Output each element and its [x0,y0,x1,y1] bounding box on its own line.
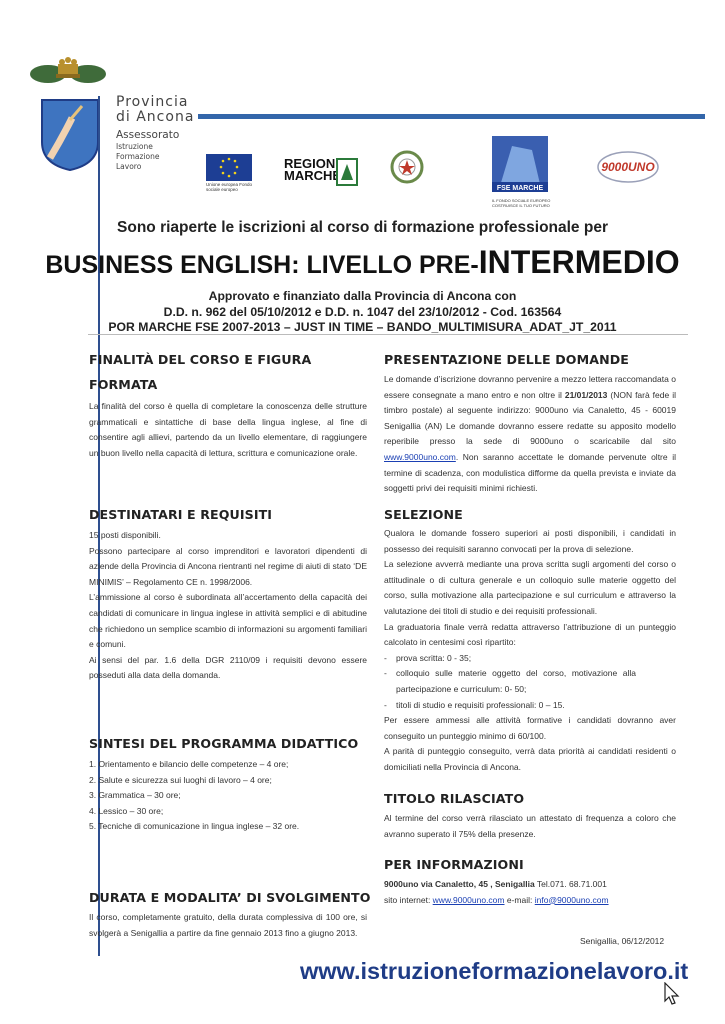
eu-flag-logo-icon [206,154,252,181]
info-site-label: sito internet: [384,894,433,905]
office-name: Assessorato [116,129,180,141]
sintesi-list [89,757,367,835]
info-heading: PER INFORMAZIONI [384,857,524,872]
province-name-line1: Provincia [116,94,189,110]
selezione-heading: SELEZIONE [384,507,463,522]
destinatari-heading: DESTINATARI E REQUISITI [89,507,273,522]
selezione-p1: Qualora le domande fossero superiori ai posti disponibili, i candidati in possesso dei requisiti saranno convocati per la prova di selezione. [384,528,676,554]
wreath-crown-icon [28,52,108,92]
course-title-level: INTERMEDIO [478,244,680,280]
province-coat-of-arms-icon [40,98,100,172]
regione-logo-line1: REGIONE [284,156,344,171]
finalita-heading-1: FINALITÀ DEL CORSO E FIGURA [89,352,312,367]
list-item: - colloquio sulle materie oggetto del corso, motivazione alla partecipazione e curriculum: 0- 50; [384,666,676,697]
finalita-text: La finalità del corso è quella di completare la conoscenza delle strutture grammaticali e sintattiche di base della lingua inglese, al fine di consentire agli allievi, partendo da un livello elementare, di raggiungere un buon livello nella capacità di lettura, scrittura e comunicazione orale. [89,401,367,458]
regione-marche-logo [284,158,344,182]
9000uno-logo-icon [596,150,660,184]
sintesi-heading: SINTESI DEL PROGRAMMA DIDATTICO [89,736,359,751]
selezione-text [384,526,676,776]
selezione-p2: La selezione avverrà mediante una prova scritta sugli argomenti del corso o attitudinale o di cultura generale e un colloquio sulle materie oggetto del corso, sulla motivazione alla partecipazione e sul curriculum e attraverso la valutazione dei titoli di studio e dei requisiti professionali. [384,559,676,616]
course-title-main: BUSINESS ENGLISH: LIVELLO PRE- [45,251,479,279]
durata-heading: DURATA E MODALITA’ DI SVOLGIMENTO [89,890,371,905]
info-email-label: e-mail: [504,894,535,905]
mouse-pointer-icon [664,982,680,1006]
info-email-link[interactable]: info@9000uno.com [534,894,609,905]
province-header [116,94,194,171]
destinatari-text [89,528,367,684]
titolo-heading: TITOLO RILASCIATO [384,791,525,806]
presentazione-part-a: Le domande d’iscrizione dovranno pervenire a mezzo lettera raccomandata o essere consegnate a mano entro e non oltre il [384,374,676,400]
eu-logo-caption: Unione europea Fondo sociale europeo [206,182,253,192]
office-line-1: Istruzione [116,142,153,151]
selezione-p3: La graduatoria finale verrà redatta attraverso l’attribuzione di un punteggio calcolato in centesimi così ripartito: [384,621,676,648]
selezione-item-text: titoli di studio e requisiti professionali: 0 – 15. [396,699,565,710]
presentazione-deadline: 21/01/2013 [564,389,608,400]
presentazione-part-c: . Non saranno accettate le domande pervenute oltre il termine di scadenza, con modulistica difforme da quella prevista e inviate da soggetti privi dei requisiti minimi richiesti. [384,451,676,494]
finalita-heading-2: FORMATA [89,377,158,392]
fse-logo-caption: IL FONDO SOCIALE EUROPEO COSTRUISCE IL TUO FUTURO [492,198,551,208]
list-item: - prova scritta: 0 - 35; [384,651,676,667]
list-item: 4. Lessico – 30 ore; [89,805,164,816]
approval-line-3: POR MARCHE FSE 2007-2013 – JUST IN TIME – BANDO_MULTIMISURA_ADAT_JT_2011 [108,320,617,334]
italian-republic-emblem-icon [390,150,424,184]
presentazione-heading: PRESENTAZIONE DELLE DOMANDE [384,352,629,367]
titolo-text: Al termine del corso verrà rilasciato un attestato di frequenza a coloro che avranno superato il 75% della presenze. [384,813,676,839]
presentazione-website-link[interactable]: www.9000uno.com [384,451,456,462]
destinatari-p4: Ai sensi del par. 1.6 della DGR 2110/09 i requisiti devono essere posseduti alla data della domanda. [89,654,367,681]
9000uno-logo-text: 9000UNO [601,160,655,174]
office-line-2: Formazione [116,152,160,161]
regione-marche-symbol-icon [336,158,358,186]
office-line-3: Lavoro [116,162,142,171]
fse-logo-text: FSE MARCHE [496,185,544,192]
course-title [0,244,725,281]
selezione-item-text: prova scritta: 0 - 35; [396,652,472,663]
info-text [384,877,684,908]
intro-text: Sono riaperte le iscrizioni al corso di formazione professionale per [117,219,608,236]
title-separator [88,334,688,335]
list-item: 1. Orientamento e bilancio delle competenze – 4 ore; [89,759,289,769]
info-address: 9000uno via Canaletto, 45 , Senigallia [384,879,535,889]
fse-marche-logo-icon [492,136,548,204]
date-place: Senigallia, 06/12/2012 [580,936,665,946]
selezione-p4: Per essere ammessi alle attività formative i candidati dovranno aver conseguito un punteggio minimo di 60/100. [384,715,676,741]
list-item: 3. Grammatica – 30 ore; [89,790,181,801]
info-website-link[interactable]: www.9000uno.com [432,894,505,905]
regione-logo-line2: MARCHE [284,168,342,183]
list-item: - titoli di studio e requisiti professionali: 0 – 15. [384,698,676,714]
durata-text: Il corso, completamente gratuito, della durata complessiva di 100 ore, si svolgerà a Senigallia a partire da fine gennaio 2013 fino a giugno 2013. [89,912,367,938]
destinatari-p1: 15 posti disponibili. [89,530,161,540]
selezione-p5: A parità di punteggio conseguito, verrà data priorità ai candidati residenti o domiciliati nella Provincia di Ancona. [384,746,676,772]
selezione-item-text: colloquio sulle materie oggetto del corso, motivazione alla partecipazione e curriculum: 0- 50; [396,668,636,694]
header-rule [198,114,705,119]
presentazione-part-b: (NON farà fede il timbro postale) al seguente indirizzo: 9000uno via Canaletto, 45 - 60019 Senigallia (AN) Le domande dovranno essere redatte su apposito modello reperibile presso la sede di 9000uno o scaricabile dal sito [384,389,676,447]
approval-line-1: Approvato e finanziato dalla Provincia di Ancona con [208,289,517,303]
approval-block [0,289,725,336]
footer-website-url[interactable]: www.istruzioneformazionelavoro.it [300,958,689,984]
list-item: 5. Tecniche di comunicazione in lingua inglese – 32 ore. [89,821,300,832]
province-name-line2: di Ancona [116,109,195,125]
presentazione-text [384,372,676,497]
destinatari-p3: L’ammissione al corso è subordinata all’accertamento della capacità dei candidati di comunicare in lingua inglese in attività semplici e di abitudine che richiedono un semplice scambio di informazioni su argomenti familiari e comuni. [89,592,367,650]
info-phone: Tel.071. 68.71.001 [534,879,607,889]
approval-line-2: D.D. n. 962 del 05/10/2012 e D.D. n. 1047 del 23/10/2012 - Cod. 163564 [163,304,562,319]
list-item: 2. Salute e sicurezza sui luoghi di lavoro – 4 ore; [89,774,272,785]
destinatari-p2: Possono partecipare al corso imprenditori e lavoratori dipendenti di aziende della Provincia di Ancona rientranti nel regime di aiuti di stato ‘DE MINIMIS’ – Regolamento CE n. 1998/2006. [89,545,367,587]
